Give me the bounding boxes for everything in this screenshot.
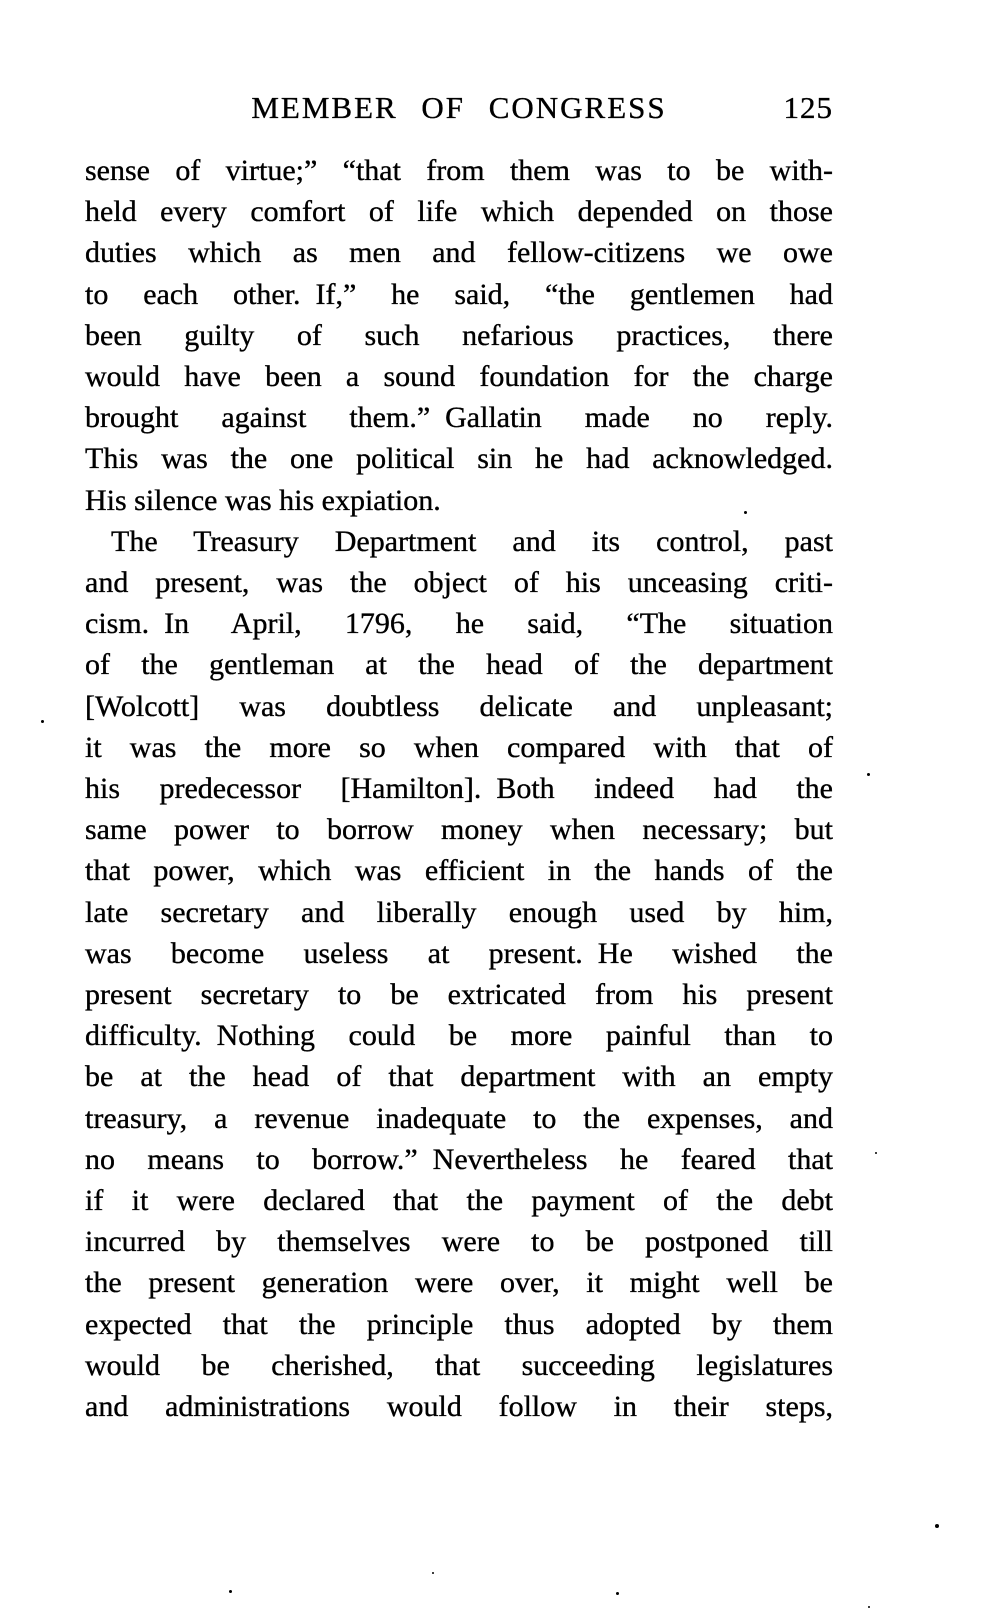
text-line: [Wolcott] was doubtless delicate and unpleasant; <box>85 689 833 723</box>
scan-speck <box>432 1572 434 1574</box>
text-line: of the gentleman at the head of the department <box>85 648 833 682</box>
scan-speck <box>616 1592 619 1595</box>
text-line: if it were declared that the payment of the debt <box>85 1184 833 1218</box>
text-line: that power, which was efficient in the hands of the <box>85 854 833 888</box>
text-line: his predecessor [Hamilton]. Both indeed had the <box>85 772 833 806</box>
text-line: duties which as men and fellow-citizens we owe <box>85 236 833 270</box>
scan-speck <box>867 773 870 776</box>
text-line: present secretary to be extricated from his present <box>85 978 833 1012</box>
scan-speck <box>229 1590 232 1593</box>
scan-speck <box>868 1606 870 1608</box>
text-line: no means to borrow.” Nevertheless he feared that <box>85 1142 833 1176</box>
text-line: was become useless at present. He wished the <box>85 936 833 970</box>
text-line: been guilty of such nefarious practices, there <box>85 318 833 352</box>
text-line: and present, was the object of his unceasing criti- <box>85 566 833 600</box>
text-line: would have been a sound foundation for the charge <box>85 360 833 394</box>
text-line: expected that the principle thus adopted by them <box>85 1307 833 1341</box>
text-line: late secretary and liberally enough used by him, <box>85 895 833 929</box>
text-line: The Treasury Department and its control, past <box>111 524 833 558</box>
text-line: to each other. If,” he said, “the gentlemen had <box>85 277 833 311</box>
text-line: difficulty. Nothing could be more painful than to <box>85 1019 833 1053</box>
page-number: 125 <box>783 90 833 125</box>
text-line: treasury, a revenue inadequate to the expenses, and <box>85 1101 833 1135</box>
text-line: incurred by themselves were to be postponed till <box>85 1225 833 1259</box>
text-line: same power to borrow money when necessary; but <box>85 813 833 847</box>
text-line: the present generation were over, it might well be <box>85 1266 833 1300</box>
running-title: MEMBER OF CONGRESS <box>251 90 667 125</box>
text-line: and administrations would follow in their steps, <box>85 1390 833 1424</box>
page-header <box>85 92 833 126</box>
text-line: This was the one political sin he had acknowledged. <box>85 442 833 476</box>
scan-speck <box>935 1524 939 1528</box>
text-line: be at the head of that department with an empty <box>85 1060 833 1094</box>
paragraph-1 <box>85 150 833 521</box>
text-line: His silence was his expiation. <box>85 483 441 517</box>
text-line: held every comfort of life which depended on those <box>85 195 833 229</box>
scan-speck <box>41 720 44 723</box>
text-line: sense of virtue;” “that from them was to be with- <box>85 154 833 187</box>
text-line: cism. In April, 1796, he said, “The situation <box>85 607 833 641</box>
text-line: it was the more so when compared with that of <box>85 730 833 764</box>
scan-speck <box>744 511 747 514</box>
text-block <box>85 150 833 1427</box>
paragraph-2 <box>85 521 833 1427</box>
scan-speck <box>875 1152 877 1154</box>
text-line: would be cherished, that succeeding legislatures <box>85 1348 833 1382</box>
text-line: brought against them.” Gallatin made no reply. <box>85 401 833 435</box>
